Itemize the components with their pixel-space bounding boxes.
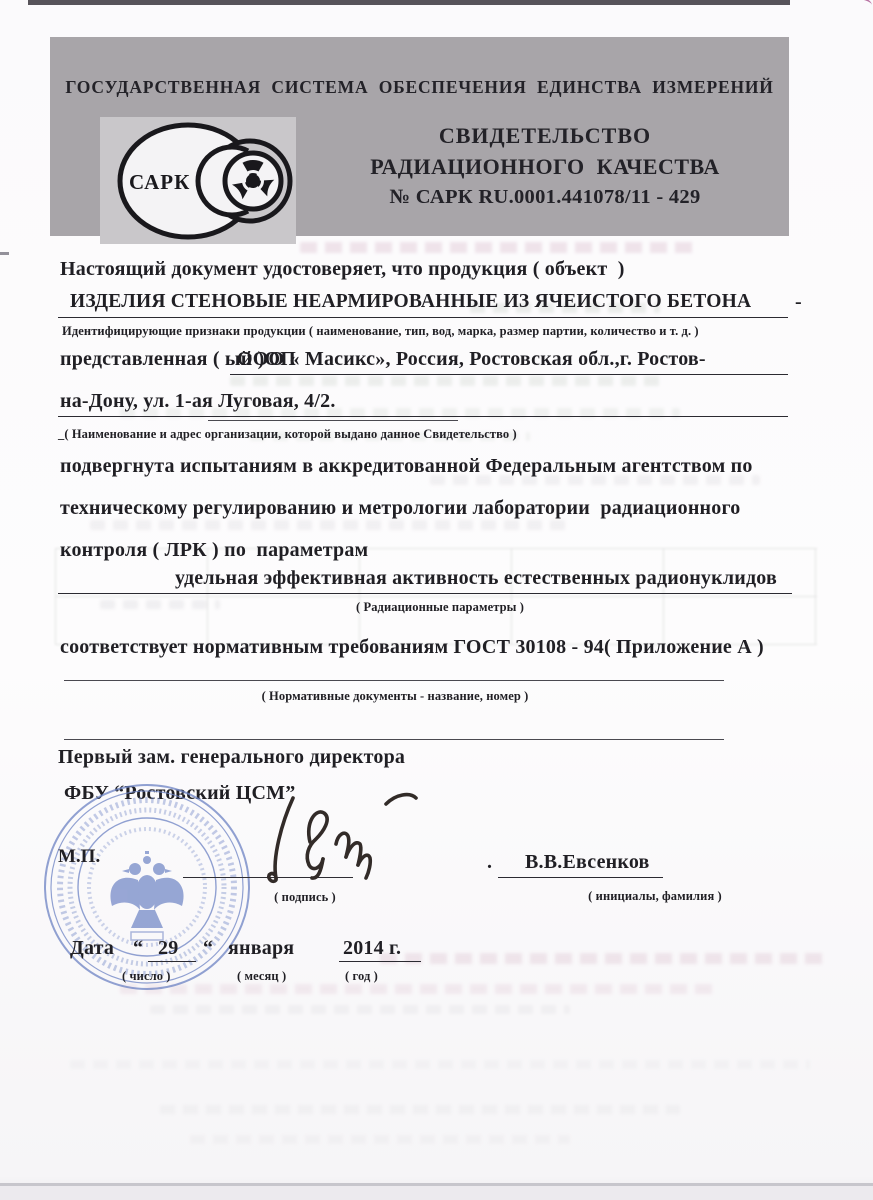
handwritten-signature	[258, 786, 418, 884]
scan-edge-dash	[0, 252, 9, 255]
scan-corner-mark	[823, 0, 873, 13]
header-banner	[50, 37, 789, 236]
presented-prefix: представленная ( ый )ОП	[60, 348, 296, 370]
date-day-caption: ( число )	[122, 969, 171, 983]
tested-line3: контроля ( ЛРК ) по параметрам	[60, 539, 369, 561]
date-day-underline	[148, 961, 196, 962]
date-day: 29	[158, 937, 179, 959]
signatory-caption: ( инициалы, фамилия )	[588, 889, 722, 903]
organization-underline2	[58, 416, 788, 417]
organization-caption: _( Наименование и адрес организации, которой выдано данное Свидетельство )	[58, 427, 517, 441]
gss-title: ГОСУДАРСТВЕННАЯ СИСТЕМА ОБЕСПЕЧЕНИЯ ЕДИНСТВА ИЗМЕРЕНИЙ	[65, 77, 774, 97]
signatory-dot: .	[487, 851, 493, 873]
signature-caption: ( подпись )	[274, 890, 336, 904]
logo-text: САРК	[129, 170, 191, 194]
bleedthrough-table	[55, 548, 817, 645]
date-month: января	[228, 937, 295, 959]
bleedthrough-text	[230, 376, 660, 386]
bleedthrough-text	[70, 1060, 810, 1069]
date-month-caption: ( месяц )	[237, 969, 287, 983]
stamp-eagle-emblem	[110, 851, 183, 940]
signatory-underline	[498, 877, 663, 878]
organization-line2: на-Дону, ул. 1-ая Луговая, 4/2.	[60, 390, 336, 412]
sark-logo-panel	[100, 117, 296, 244]
signatory-name: В.В.Евсенков	[525, 851, 650, 873]
organization-underline1	[230, 374, 788, 375]
intro-statement: Настоящий документ удостоверяет, что продукция ( объект )	[60, 258, 625, 280]
normative-line2	[64, 739, 724, 740]
certificate-title-line1: СВИДЕТЕЛЬСТВО	[438, 123, 652, 148]
normative-caption: ( Нормативные документы - название, номер )	[261, 689, 529, 703]
date-label: Дата	[70, 937, 115, 959]
bleedthrough-text	[100, 600, 220, 609]
organization-line1: ООО « Масикс», Россия, Ростовская обл.,г. Ростов-	[237, 348, 706, 370]
product-name: ИЗДЕЛИЯ СТЕНОВЫЕ НЕАРМИРОВАННЫЕ ИЗ ЯЧЕИСТОГО БЕТОНА	[70, 291, 752, 312]
bleedthrough-text	[150, 1005, 570, 1014]
date-year-caption: ( год )	[345, 969, 378, 983]
date-year: 2014 г.	[343, 937, 402, 959]
product-caption: Идентифицирующие признаки продукции ( наименование, тип, вод, марка, размер партии, количество и т. д. )	[62, 324, 699, 338]
radiation-parameter: удельная эффективная активность естественных радионуклидов	[175, 567, 778, 589]
scan-edge-strip	[28, 0, 790, 5]
normative-line1	[64, 680, 724, 681]
organization-underline2b	[208, 420, 458, 421]
certificate-title-line2: РАДИАЦИОННОГО КАЧЕСТВА	[370, 154, 720, 179]
radiation-trefoil-icon	[225, 153, 281, 209]
product-underline	[58, 317, 788, 318]
signatory-position-line2: ФБУ “Ростовский ЦСМ”	[64, 782, 296, 804]
parameter-underline	[58, 593, 792, 594]
product-trailing-dash: -	[795, 291, 802, 313]
certificate-number: № САРК RU.0001.441078/11 - 429	[389, 186, 701, 208]
sark-radiation-logo	[100, 117, 296, 244]
tested-line2: техническому регулированию и метрологии лаборатории радиационного	[60, 497, 741, 519]
parameter-caption: ( Радиационные параметры )	[355, 600, 525, 614]
bleedthrough-text	[380, 953, 830, 964]
signatory-position-line1: Первый зам. генерального директора	[58, 746, 406, 768]
certificate-title-block	[305, 123, 785, 209]
date-year-underline	[339, 961, 421, 962]
bleedthrough-text	[190, 1135, 570, 1144]
official-round-stamp	[40, 780, 254, 994]
seal-place-mark: М.П.	[58, 846, 101, 867]
date-close-quote: “	[203, 937, 214, 959]
page-bottom-shadow	[0, 1186, 873, 1200]
bleedthrough-text	[90, 520, 570, 530]
compliance-statement: соответствует нормативным требованиям ГОСТ 30108 - 94( Приложение А )	[60, 636, 764, 658]
date-open-quote: “	[133, 937, 144, 959]
bleedthrough-text	[300, 242, 700, 253]
bleedthrough-text	[160, 1105, 680, 1114]
tested-line1: подвергнута испытаниям в аккредитованной Федеральным агентством по	[60, 455, 753, 477]
